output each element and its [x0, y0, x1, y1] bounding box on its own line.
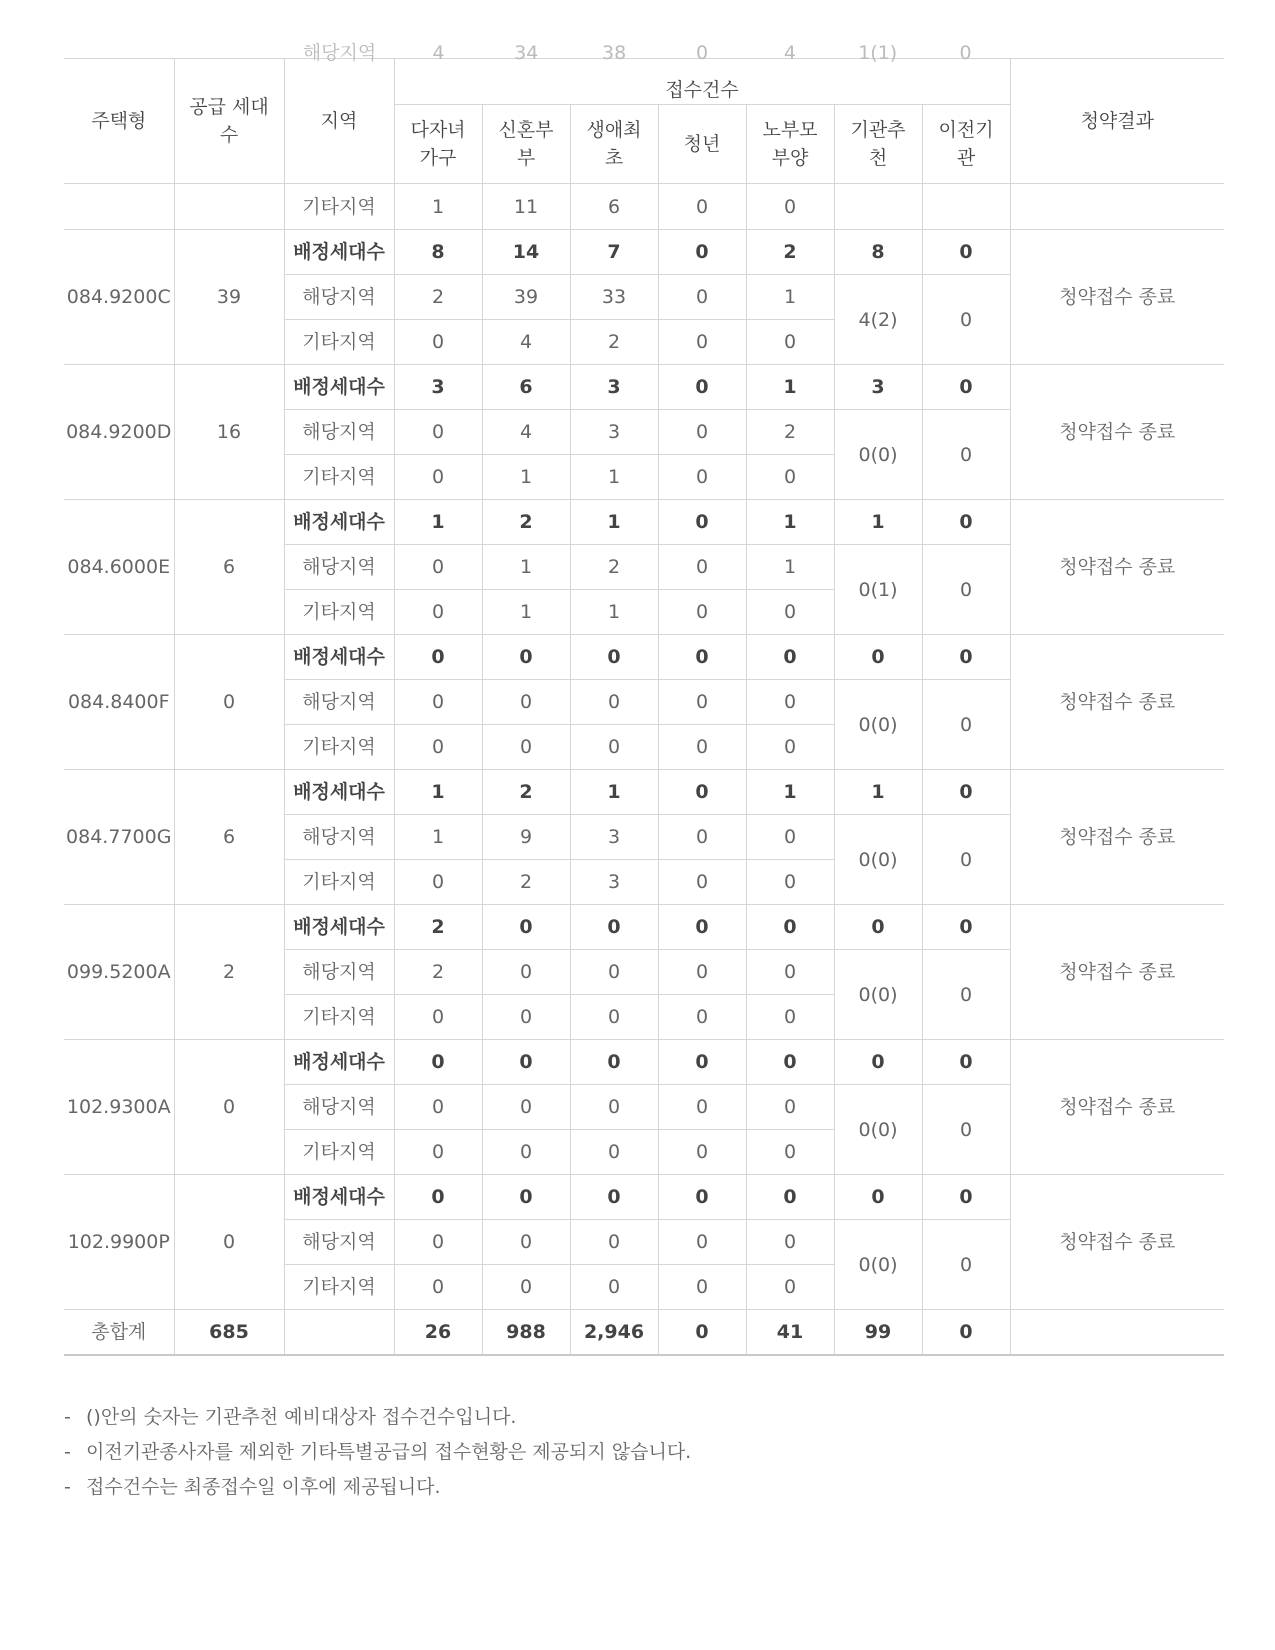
institution-value: 0(0): [834, 815, 922, 905]
cell: [174, 184, 284, 230]
allocated-label: 배정세대수: [284, 230, 394, 275]
other-value: 0: [658, 1265, 746, 1310]
other-label: 기타지역: [284, 725, 394, 770]
other-value: 0: [394, 860, 482, 905]
local-value: 0: [482, 950, 570, 995]
other-value: 0: [394, 320, 482, 365]
allocated-value: 1: [746, 365, 834, 410]
allocated-value: 0: [394, 1040, 482, 1085]
other-label: 기타지역: [284, 1130, 394, 1175]
allocated-value: 2: [394, 905, 482, 950]
other-label: 기타지역: [284, 1265, 394, 1310]
other-value: 0: [746, 1130, 834, 1175]
other-value: 1: [482, 455, 570, 500]
local-value: 0: [746, 680, 834, 725]
other-value: 0: [570, 995, 658, 1040]
local-value: 0: [570, 1220, 658, 1265]
allocated-value: 14: [482, 230, 570, 275]
header-category-label: 신혼부부: [498, 119, 554, 169]
supply-units-cell: 0: [174, 1040, 284, 1175]
allocated-value: 0: [922, 770, 1010, 815]
allocated-value: 0: [570, 1175, 658, 1220]
other-value: 4: [482, 320, 570, 365]
other-value: 1: [570, 590, 658, 635]
header-housing-type: 주택형: [64, 59, 174, 184]
housing-type-cell: 102.9900P: [64, 1175, 174, 1310]
allocated-value: 0: [658, 230, 746, 275]
allocated-row: [64, 905, 1224, 950]
other-value: 1: [482, 590, 570, 635]
other-value: 0: [394, 590, 482, 635]
allocated-value: 0: [658, 635, 746, 680]
supply-units-cell: 6: [174, 500, 284, 635]
local-value: 0: [394, 1220, 482, 1265]
allocated-label: 배정세대수: [284, 1175, 394, 1220]
supply-units-cell: 16: [174, 365, 284, 500]
header-category-label: 기관추천: [850, 119, 906, 169]
local-label: 해당지역: [284, 545, 394, 590]
other-value: 0: [746, 725, 834, 770]
header-category: [746, 105, 834, 184]
header-category-label: 청년: [683, 133, 721, 155]
result-cell: 청약접수 종료: [1010, 365, 1224, 500]
other-label: 기타지역: [284, 590, 394, 635]
allocated-value: 2: [482, 770, 570, 815]
allocated-value: 8: [834, 230, 922, 275]
allocated-value: 1: [570, 770, 658, 815]
other-value: 0: [394, 1265, 482, 1310]
total-value: 26: [394, 1310, 482, 1355]
other-value: 0: [570, 1265, 658, 1310]
allocated-value: 0: [658, 365, 746, 410]
header-received-count-label: 접수건수: [665, 78, 739, 101]
transfer-value: 0: [922, 950, 1010, 1040]
header-category: [834, 105, 922, 184]
total-value: 0: [922, 1310, 1010, 1355]
allocated-label: 배정세대수: [284, 500, 394, 545]
value-cell: 1: [394, 184, 482, 230]
total-supply: 685: [174, 1310, 284, 1355]
local-label: 해당지역: [284, 950, 394, 995]
transfer-value: 0: [922, 545, 1010, 635]
allocated-value: 0: [922, 1175, 1010, 1220]
institution-value: 4(2): [834, 275, 922, 365]
clipped-value: 4: [432, 42, 445, 64]
note-text: 이전기관종사자를 제외한 기타특별공급의 접수현황은 제공되지 않습니다.: [86, 1441, 692, 1463]
total-result-empty: [1010, 1310, 1224, 1355]
value-cell: [922, 184, 1010, 230]
total-value: 41: [746, 1310, 834, 1355]
other-value: 0: [746, 1265, 834, 1310]
local-label: 해당지역: [284, 275, 394, 320]
transfer-value: 0: [922, 1085, 1010, 1175]
allocated-value: 1: [834, 770, 922, 815]
local-label: 해당지역: [284, 410, 394, 455]
allocated-value: 3: [834, 365, 922, 410]
note-item: [64, 1470, 691, 1505]
other-value: 0: [658, 860, 746, 905]
header-category-label: 이전기관: [938, 119, 994, 169]
allocated-value: 0: [746, 635, 834, 680]
total-row: [64, 1310, 1224, 1355]
allocated-row: [64, 770, 1224, 815]
note-item: [64, 1400, 691, 1435]
supply-units-cell: 0: [174, 635, 284, 770]
result-cell: 청약접수 종료: [1010, 230, 1224, 365]
other-label: 기타지역: [284, 860, 394, 905]
allocated-value: 0: [570, 635, 658, 680]
local-value: 0: [394, 680, 482, 725]
allocated-value: 0: [834, 905, 922, 950]
allocated-row: [64, 500, 1224, 545]
allocated-value: 0: [482, 1040, 570, 1085]
allocated-value: 0: [834, 635, 922, 680]
institution-value: 0(0): [834, 410, 922, 500]
allocated-label: 배정세대수: [284, 1040, 394, 1085]
other-label: 기타지역: [284, 995, 394, 1040]
value-cell: [834, 184, 922, 230]
total-value: 99: [834, 1310, 922, 1355]
other-value: 2: [570, 320, 658, 365]
clipped-value: 34: [514, 42, 539, 64]
institution-value: 0(1): [834, 545, 922, 635]
local-value: 39: [482, 275, 570, 320]
header-region: 지역: [284, 59, 394, 184]
header-result: 청약결과: [1010, 59, 1224, 184]
allocated-value: 8: [394, 230, 482, 275]
local-value: 1: [746, 275, 834, 320]
local-value: 1: [746, 545, 834, 590]
clipped-region: 해당지역: [302, 42, 377, 64]
other-value: 0: [570, 1130, 658, 1175]
local-value: 0: [570, 1085, 658, 1130]
allocated-value: 1: [746, 770, 834, 815]
local-value: 1: [394, 815, 482, 860]
header-category-label: 다자녀 가구: [410, 119, 466, 169]
note-bullet: -: [64, 1441, 71, 1463]
clipped-value: 4: [783, 42, 796, 64]
supply-units-cell: 6: [174, 770, 284, 905]
clipped-value: 38: [602, 42, 627, 64]
local-value: 0: [658, 275, 746, 320]
value-cell: 11: [482, 184, 570, 230]
other-value: 0: [394, 455, 482, 500]
local-value: 2: [746, 410, 834, 455]
allocated-value: 0: [658, 770, 746, 815]
local-value: 0: [570, 680, 658, 725]
allocated-value: 1: [746, 500, 834, 545]
other-label: 기타지역: [284, 320, 394, 365]
result-cell: 청약접수 종료: [1010, 1175, 1224, 1310]
allocated-row: [64, 1175, 1224, 1220]
transfer-value: 0: [922, 680, 1010, 770]
allocated-value: 0: [570, 905, 658, 950]
header-received-count: [302, 42, 1010, 105]
result-cell: 청약접수 종료: [1010, 635, 1224, 770]
header-category: [482, 105, 570, 184]
local-value: 0: [482, 680, 570, 725]
cell: [1010, 184, 1224, 230]
transfer-value: 0: [922, 275, 1010, 365]
local-label: 해당지역: [284, 680, 394, 725]
note-bullet: -: [64, 1476, 71, 1498]
value-cell: 0: [746, 184, 834, 230]
local-value: 2: [570, 545, 658, 590]
institution-value: 0(0): [834, 680, 922, 770]
allocated-label: 배정세대수: [284, 905, 394, 950]
header-supply-units-label: 공급 세대수: [189, 96, 269, 146]
total-value: 2,946: [570, 1310, 658, 1355]
local-value: 3: [570, 410, 658, 455]
header-category: [658, 105, 746, 184]
local-label: 해당지역: [284, 1220, 394, 1265]
allocated-row: [64, 635, 1224, 680]
other-value: 0: [394, 1130, 482, 1175]
institution-value: 0(0): [834, 1220, 922, 1310]
allocated-value: 7: [570, 230, 658, 275]
local-value: 0: [746, 815, 834, 860]
local-value: 4: [482, 410, 570, 455]
allocated-value: 0: [394, 635, 482, 680]
other-value: 0: [746, 995, 834, 1040]
housing-type-cell: 084.9200D: [64, 365, 174, 500]
allocated-value: 0: [922, 230, 1010, 275]
allocated-value: 0: [922, 1040, 1010, 1085]
local-value: 0: [658, 1085, 746, 1130]
table-row: [64, 184, 1224, 230]
clipped-previous-row: [302, 41, 1010, 64]
supply-units-cell: 39: [174, 230, 284, 365]
value-cell: 6: [570, 184, 658, 230]
header-category-label: 생애최초: [586, 119, 642, 169]
other-value: 0: [658, 1130, 746, 1175]
allocated-value: 0: [746, 905, 834, 950]
other-value: 0: [658, 590, 746, 635]
other-value: 3: [570, 860, 658, 905]
allocated-value: 0: [922, 635, 1010, 680]
allocated-row: [64, 1040, 1224, 1085]
allocated-row: [64, 230, 1224, 275]
other-value: 0: [746, 590, 834, 635]
allocated-label: 배정세대수: [284, 365, 394, 410]
subscription-results-table: [64, 42, 1224, 1356]
total-region-empty: [284, 1310, 394, 1355]
other-value: 0: [482, 1265, 570, 1310]
supply-units-cell: 2: [174, 905, 284, 1040]
local-value: 0: [746, 1085, 834, 1130]
housing-type-cell: 084.7700G: [64, 770, 174, 905]
transfer-value: 0: [922, 815, 1010, 905]
result-cell: 청약접수 종료: [1010, 770, 1224, 905]
value-cell: 0: [658, 184, 746, 230]
allocated-value: 1: [834, 500, 922, 545]
other-value: 0: [482, 1130, 570, 1175]
header-category-label: 노부모 부양: [762, 119, 818, 169]
other-value: 0: [394, 725, 482, 770]
other-value: 1: [570, 455, 658, 500]
transfer-value: 0: [922, 410, 1010, 500]
clipped-value: 0: [695, 42, 709, 64]
other-value: 0: [658, 320, 746, 365]
allocated-row: [64, 365, 1224, 410]
allocated-label: 배정세대수: [284, 770, 394, 815]
local-value: 9: [482, 815, 570, 860]
other-value: 0: [658, 995, 746, 1040]
transfer-value: 0: [922, 1220, 1010, 1310]
allocated-value: 0: [834, 1175, 922, 1220]
allocated-value: 0: [922, 500, 1010, 545]
other-value: 0: [482, 725, 570, 770]
allocated-value: 0: [570, 1040, 658, 1085]
local-value: 2: [394, 950, 482, 995]
local-value: 0: [746, 950, 834, 995]
note-text: 접수건수는 최종접수일 이후에 제공됩니다.: [86, 1476, 441, 1498]
allocated-value: 1: [394, 500, 482, 545]
clipped-value: 1(1): [858, 42, 898, 64]
local-value: 0: [482, 1220, 570, 1265]
other-label: 기타지역: [284, 455, 394, 500]
local-value: 3: [570, 815, 658, 860]
local-value: 0: [658, 1220, 746, 1265]
other-value: 0: [746, 320, 834, 365]
local-value: 0: [658, 545, 746, 590]
local-value: 0: [658, 410, 746, 455]
housing-type-cell: 102.9300A: [64, 1040, 174, 1175]
allocated-value: 0: [482, 1175, 570, 1220]
notes: [64, 1400, 691, 1505]
local-value: 0: [570, 950, 658, 995]
note-item: [64, 1435, 691, 1470]
result-cell: 청약접수 종료: [1010, 500, 1224, 635]
allocated-value: 0: [658, 1040, 746, 1085]
housing-type-cell: 084.9200C: [64, 230, 174, 365]
local-value: 0: [394, 545, 482, 590]
result-cell: 청약접수 종료: [1010, 1040, 1224, 1175]
institution-value: 0(0): [834, 1085, 922, 1175]
header-category: [394, 105, 482, 184]
total-label: 총합계: [64, 1310, 174, 1355]
local-value: 1: [482, 545, 570, 590]
subscription-results-table-container: [64, 42, 1214, 1356]
allocated-value: 2: [746, 230, 834, 275]
allocated-value: 0: [394, 1175, 482, 1220]
region-cell: 기타지역: [284, 184, 394, 230]
other-value: 0: [658, 455, 746, 500]
local-value: 33: [570, 275, 658, 320]
header-category: [570, 105, 658, 184]
note-text: ()안의 숫자는 기관추천 예비대상자 접수건수입니다.: [86, 1406, 517, 1428]
allocated-value: 0: [482, 905, 570, 950]
allocated-value: 1: [394, 770, 482, 815]
allocated-value: 0: [658, 905, 746, 950]
clipped-value: 0: [959, 42, 972, 64]
other-value: 0: [658, 725, 746, 770]
allocated-value: 3: [570, 365, 658, 410]
header-row-top: [64, 59, 1224, 105]
local-value: 0: [394, 1085, 482, 1130]
allocated-value: 6: [482, 365, 570, 410]
allocated-value: 0: [746, 1040, 834, 1085]
other-value: 2: [482, 860, 570, 905]
local-label: 해당지역: [284, 1085, 394, 1130]
header-supply-units: [174, 59, 284, 184]
local-value: 0: [658, 680, 746, 725]
header-category: [922, 105, 1010, 184]
allocated-value: 3: [394, 365, 482, 410]
institution-value: 0(0): [834, 950, 922, 1040]
other-value: 0: [746, 860, 834, 905]
local-value: 0: [482, 1085, 570, 1130]
local-value: 2: [394, 275, 482, 320]
allocated-value: 0: [922, 365, 1010, 410]
allocated-value: 1: [570, 500, 658, 545]
allocated-label: 배정세대수: [284, 635, 394, 680]
allocated-value: 0: [746, 1175, 834, 1220]
local-value: 0: [394, 410, 482, 455]
allocated-value: 0: [658, 500, 746, 545]
allocated-value: 0: [658, 1175, 746, 1220]
other-value: 0: [482, 995, 570, 1040]
allocated-value: 0: [922, 905, 1010, 950]
total-value: 0: [658, 1310, 746, 1355]
supply-units-cell: 0: [174, 1175, 284, 1310]
local-value: 0: [658, 950, 746, 995]
local-label: 해당지역: [284, 815, 394, 860]
result-cell: 청약접수 종료: [1010, 905, 1224, 1040]
housing-type-cell: 084.6000E: [64, 500, 174, 635]
local-value: 0: [658, 815, 746, 860]
housing-type-cell: 084.8400F: [64, 635, 174, 770]
allocated-value: 2: [482, 500, 570, 545]
total-value: 988: [482, 1310, 570, 1355]
other-value: 0: [746, 455, 834, 500]
other-value: 0: [394, 995, 482, 1040]
local-value: 0: [746, 1220, 834, 1265]
housing-type-cell: 099.5200A: [64, 905, 174, 1040]
allocated-value: 0: [834, 1040, 922, 1085]
note-bullet: -: [64, 1406, 71, 1428]
other-value: 0: [570, 725, 658, 770]
allocated-value: 0: [482, 635, 570, 680]
cell: [64, 184, 174, 230]
